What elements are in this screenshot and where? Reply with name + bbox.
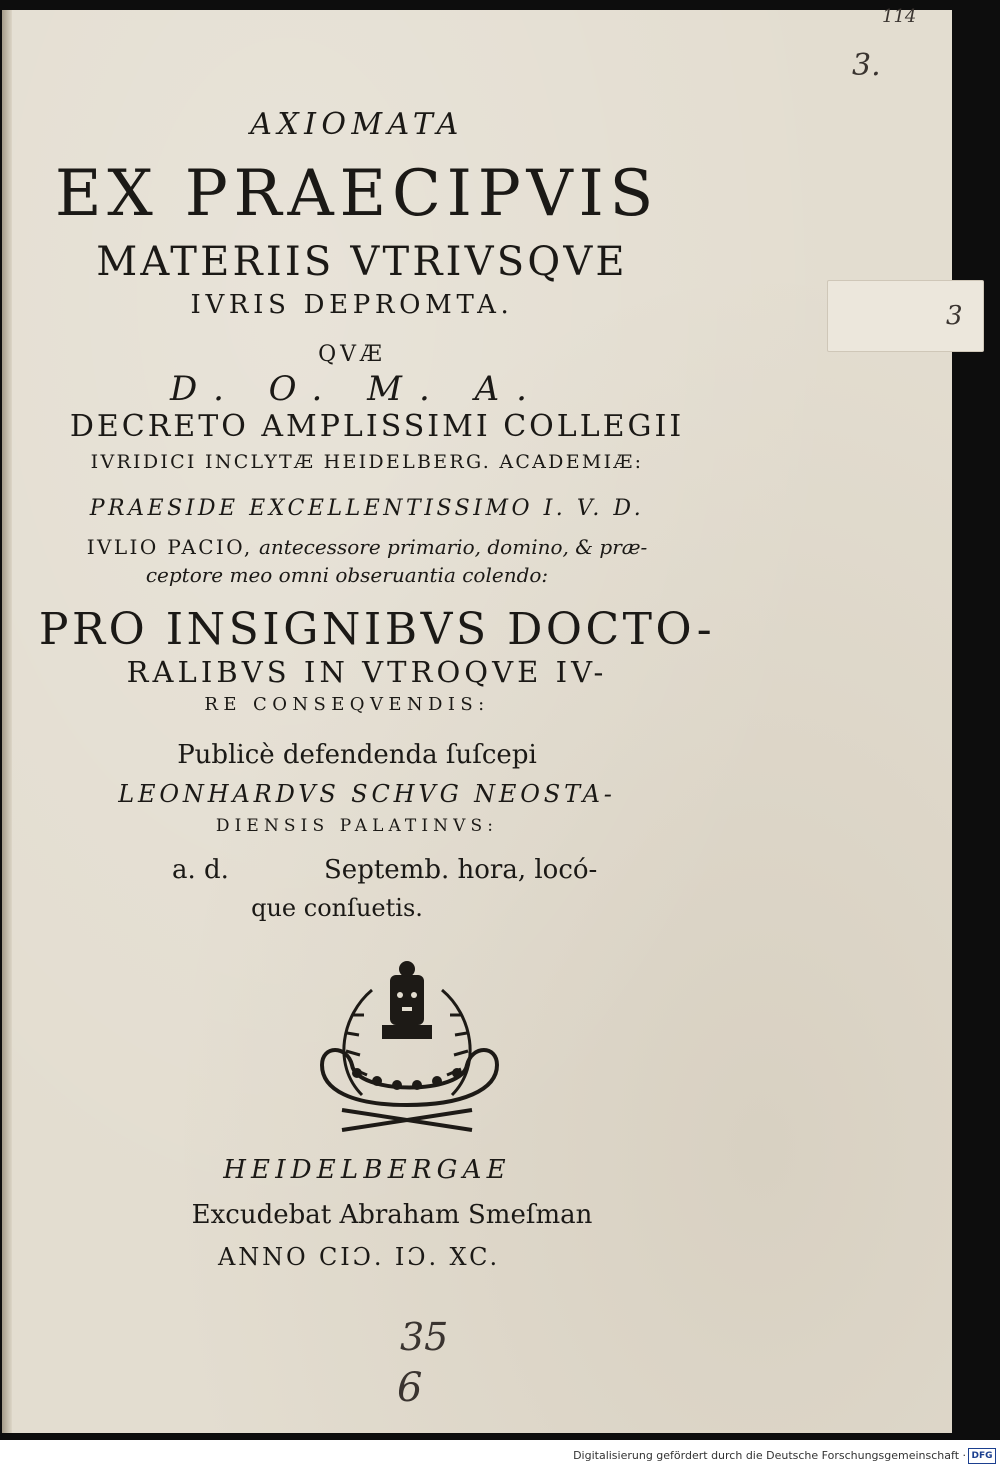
handwritten-bottom-number-2: 6 — [397, 1365, 423, 1411]
dfg-logo: DFG — [968, 1448, 996, 1464]
text-consequendis: RE CONSEQVENDIS: — [204, 694, 490, 715]
text-ivlio-pacio-name: IVLIO PACIO, — [86, 535, 253, 559]
title-qvae: QVÆ — [318, 342, 386, 367]
imprint-city: HEIDELBERGAE — [223, 1155, 511, 1185]
title-ex-praecipvis: EX PRAECIPVIS — [54, 157, 660, 231]
text-consuetis: que conſuetis. — [251, 894, 423, 922]
imprint-year: ANNO CIƆ. IƆ. XC. — [218, 1243, 500, 1271]
text-palatinvs: DIENSIS PALATINVS: — [215, 816, 499, 836]
title-axiomata: AXIOMATA — [250, 107, 464, 142]
text-praeside: PRAESIDE EXCELLENTISSIMO I. V. D. — [89, 496, 645, 521]
handwritten-page-number: 3. — [852, 48, 881, 83]
title-materiis: MATERIIS VTRIVSQVE — [96, 239, 628, 285]
text-decreto: DECRETO AMPLISSIMI COLLEGII — [69, 409, 685, 444]
text-ceptore: ceptore meo omni obseruantia colendo: — [145, 563, 549, 587]
text-ivridici: IVRIDICI INCLYTÆ HEIDELBERG. ACADEMIÆ: — [90, 451, 644, 473]
printers-mark-icon — [302, 955, 512, 1135]
text-pro-insignibvs: PRO INSIGNIBVS DOCTO- — [38, 604, 716, 655]
handwritten-bottom-number-1: 35 — [400, 1315, 449, 1359]
book-page — [2, 6, 963, 1433]
text-publice: Publicè defendenda ſuſcepi — [177, 740, 537, 770]
title-ivris-depromta: IVRIS DEPROMTA. — [190, 290, 514, 320]
text-antecessore: antecessore primario, domino, & præ- — [258, 535, 648, 559]
paper-tab — [827, 280, 984, 352]
tab-handwritten-number: 3 — [946, 301, 963, 331]
handwritten-corner-number: 114 — [882, 6, 917, 27]
text-leonhardvs: LEONHARDVS SCHVG NEOSTA- — [118, 780, 616, 808]
text-ivlio-pacio — [0, 537, 842, 557]
digitization-credit: Digitalisierung gefördert durch die Deutsche Forschungsgemeinschaft · — [573, 1449, 966, 1462]
text-date-ad: a. d. — [172, 855, 229, 885]
text-septemb: Septemb. hora, locó- — [324, 855, 598, 885]
imprint-printer: Excudebat Abraham Smeſman — [191, 1200, 593, 1230]
title-d-o-m-a: D. O. M. A. — [170, 369, 544, 409]
text-ralibvs: RALIBVS IN VTROQVE IV- — [126, 655, 608, 689]
